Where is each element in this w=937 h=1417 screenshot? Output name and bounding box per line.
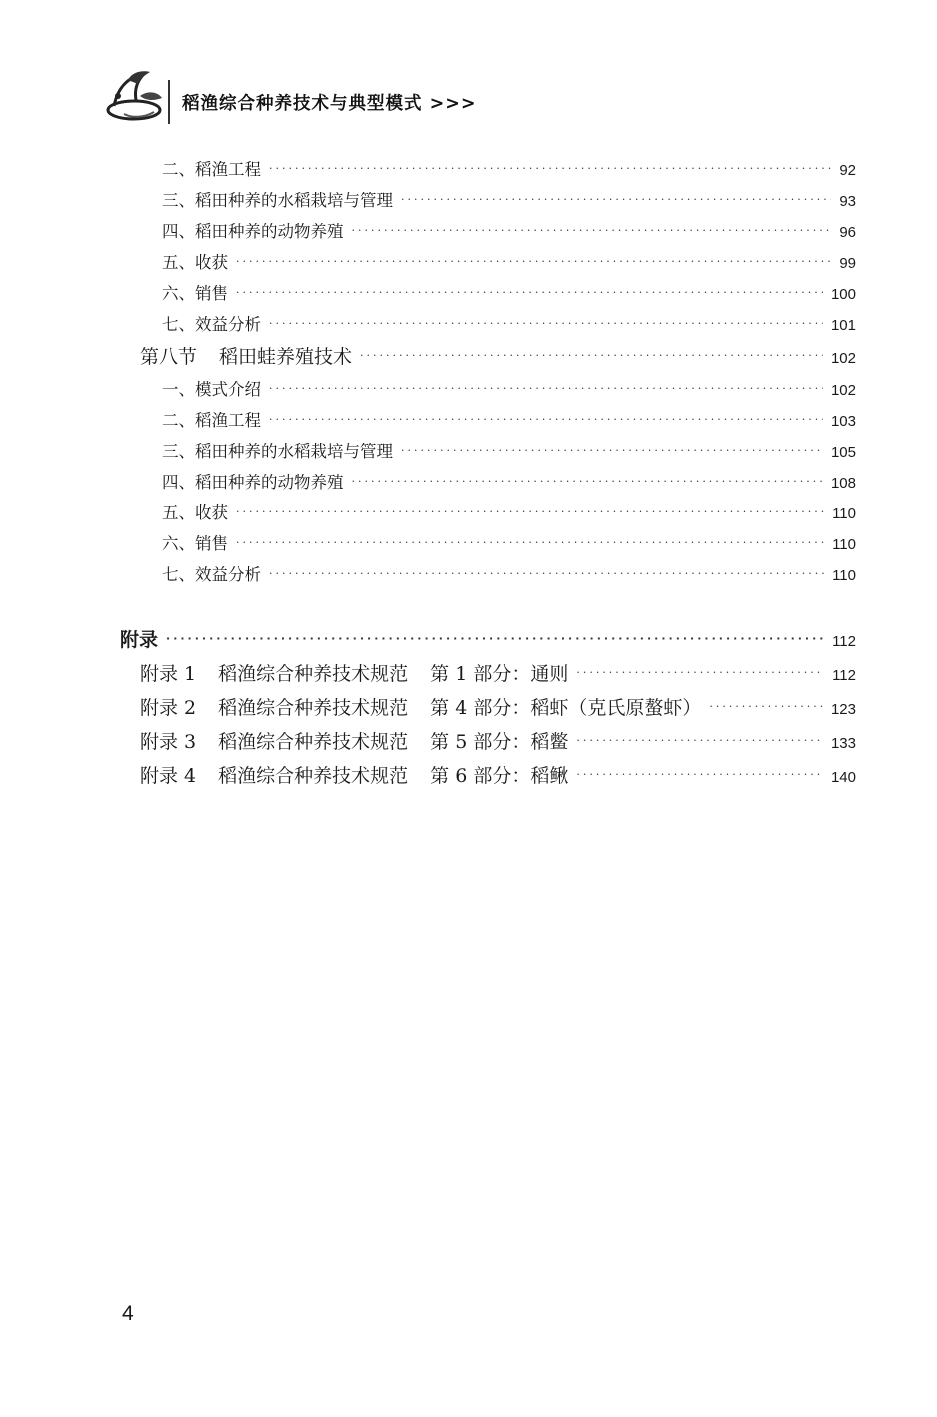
toc-entry-page: 108 bbox=[830, 475, 856, 492]
toc-entry[interactable] bbox=[162, 530, 856, 554]
toc-section-8[interactable] bbox=[140, 342, 856, 369]
toc-entry-label: 六、销售 bbox=[162, 284, 228, 303]
leader-dots bbox=[401, 445, 823, 456]
page-number: 4 bbox=[122, 1302, 134, 1325]
toc-entry-label: 五、收获 bbox=[162, 253, 228, 272]
toc-entry-page: 102 bbox=[830, 382, 856, 399]
toc-entry-label: 三、稻田种养的水稻栽培与管理 bbox=[162, 442, 393, 461]
toc-entry-page: 123 bbox=[830, 701, 856, 718]
rice-fish-logo-icon bbox=[104, 66, 168, 128]
toc-entry-label: 七、效益分析 bbox=[162, 315, 261, 334]
toc-appendix[interactable] bbox=[120, 625, 856, 652]
toc-entry[interactable] bbox=[162, 187, 856, 211]
leader-dots bbox=[352, 476, 823, 487]
toc-entry[interactable] bbox=[162, 311, 856, 335]
appendix-title: 稻渔综合种养技术规范 bbox=[218, 731, 409, 753]
toc-entry[interactable] bbox=[162, 218, 856, 242]
toc-appendix-label: 附录 bbox=[120, 629, 159, 651]
toc-appendix-entry[interactable] bbox=[140, 727, 856, 754]
section-number: 第八节 bbox=[140, 346, 198, 368]
section-title: 稻田蛙养殖技术 bbox=[219, 346, 353, 368]
toc-entry[interactable] bbox=[162, 561, 856, 585]
appendix-part: 第 4 部分：稻虾（克氏原螯虾） bbox=[430, 697, 702, 719]
toc-entry[interactable] bbox=[162, 376, 856, 400]
toc-appendix-entry[interactable] bbox=[140, 761, 856, 788]
toc-entry-page: 102 bbox=[830, 350, 856, 367]
leader-dots bbox=[576, 769, 823, 780]
toc-entry-page: 112 bbox=[832, 633, 856, 650]
toc-entry-page: 110 bbox=[832, 567, 856, 584]
toc-entry-page: 103 bbox=[830, 413, 856, 430]
running-header bbox=[104, 66, 524, 132]
appendix-title: 稻渔综合种养技术规范 bbox=[218, 697, 409, 719]
toc-section-label bbox=[140, 342, 352, 369]
appendix-number: 附录 1 bbox=[140, 663, 197, 685]
appendix-title: 稻渔综合种养技术规范 bbox=[218, 663, 409, 685]
toc-entry-label bbox=[140, 693, 701, 720]
leader-dots bbox=[360, 350, 823, 361]
toc-entry-page: 100 bbox=[830, 286, 856, 303]
appendix-number: 附录 4 bbox=[140, 765, 197, 787]
leader-dots bbox=[576, 735, 823, 746]
toc-entry-label: 二、稻渔工程 bbox=[162, 160, 261, 179]
toc-entry-page: 96 bbox=[839, 224, 856, 241]
toc-entry-page: 110 bbox=[832, 505, 856, 522]
header-divider bbox=[168, 80, 170, 124]
header-title: 稻渔综合种养技术与典型模式 >>> bbox=[182, 94, 477, 114]
toc-entry[interactable] bbox=[162, 407, 856, 431]
toc-entry-label: 二、稻渔工程 bbox=[162, 411, 261, 430]
toc-entry-label bbox=[140, 761, 568, 788]
toc-entry-label: 一、模式介绍 bbox=[162, 380, 261, 399]
leader-dots bbox=[166, 633, 824, 644]
toc-entry-page: 99 bbox=[839, 255, 856, 272]
toc-entry[interactable] bbox=[162, 249, 856, 273]
leader-dots bbox=[576, 667, 824, 678]
toc-appendix-entry[interactable] bbox=[140, 693, 856, 720]
toc-entry-page: 92 bbox=[839, 162, 856, 179]
appendix-part: 第 5 部分：稻鳖 bbox=[430, 731, 569, 753]
toc-entry-page: 140 bbox=[830, 769, 856, 786]
toc-entry[interactable] bbox=[162, 499, 856, 523]
toc-entry[interactable] bbox=[162, 438, 856, 462]
leader-dots bbox=[236, 506, 824, 517]
leader-dots bbox=[352, 225, 832, 236]
toc-entry-page: 110 bbox=[832, 536, 856, 553]
toc-entry[interactable] bbox=[162, 156, 856, 180]
leader-dots bbox=[269, 414, 823, 425]
appendix-number: 附录 3 bbox=[140, 731, 197, 753]
toc-entry-label: 四、稻田种养的动物养殖 bbox=[162, 473, 344, 492]
appendix-number: 附录 2 bbox=[140, 697, 197, 719]
toc-entry-label: 四、稻田种养的动物养殖 bbox=[162, 222, 344, 241]
appendix-title: 稻渔综合种养技术规范 bbox=[218, 765, 409, 787]
leader-dots bbox=[269, 568, 824, 579]
toc-entry-page: 105 bbox=[830, 444, 856, 461]
leader-dots bbox=[401, 194, 831, 205]
toc-entry-label: 六、销售 bbox=[162, 534, 228, 553]
leader-dots bbox=[236, 537, 824, 548]
toc-entry-label: 五、收获 bbox=[162, 503, 228, 522]
toc-entry[interactable] bbox=[162, 469, 856, 493]
appendix-part: 第 1 部分：通则 bbox=[430, 663, 569, 685]
leader-dots bbox=[236, 287, 823, 298]
leader-dots bbox=[269, 383, 823, 394]
toc-entry-label bbox=[140, 727, 568, 754]
leader-dots bbox=[236, 256, 831, 267]
toc-entry-page: 93 bbox=[839, 193, 856, 210]
leader-dots bbox=[269, 318, 823, 329]
toc-entry-page: 133 bbox=[830, 735, 856, 752]
toc-appendix-entry[interactable] bbox=[140, 659, 856, 686]
toc-entry-label: 三、稻田种养的水稻栽培与管理 bbox=[162, 191, 393, 210]
appendix-part: 第 6 部分：稻鳅 bbox=[430, 765, 569, 787]
leader-dots bbox=[269, 163, 831, 174]
toc-entry-page: 101 bbox=[830, 317, 856, 334]
leader-dots bbox=[709, 701, 823, 712]
toc-entry[interactable] bbox=[162, 280, 856, 304]
toc-entry-label: 七、效益分析 bbox=[162, 565, 261, 584]
toc-entry-page: 112 bbox=[832, 667, 856, 684]
toc-entry-label bbox=[140, 659, 568, 686]
